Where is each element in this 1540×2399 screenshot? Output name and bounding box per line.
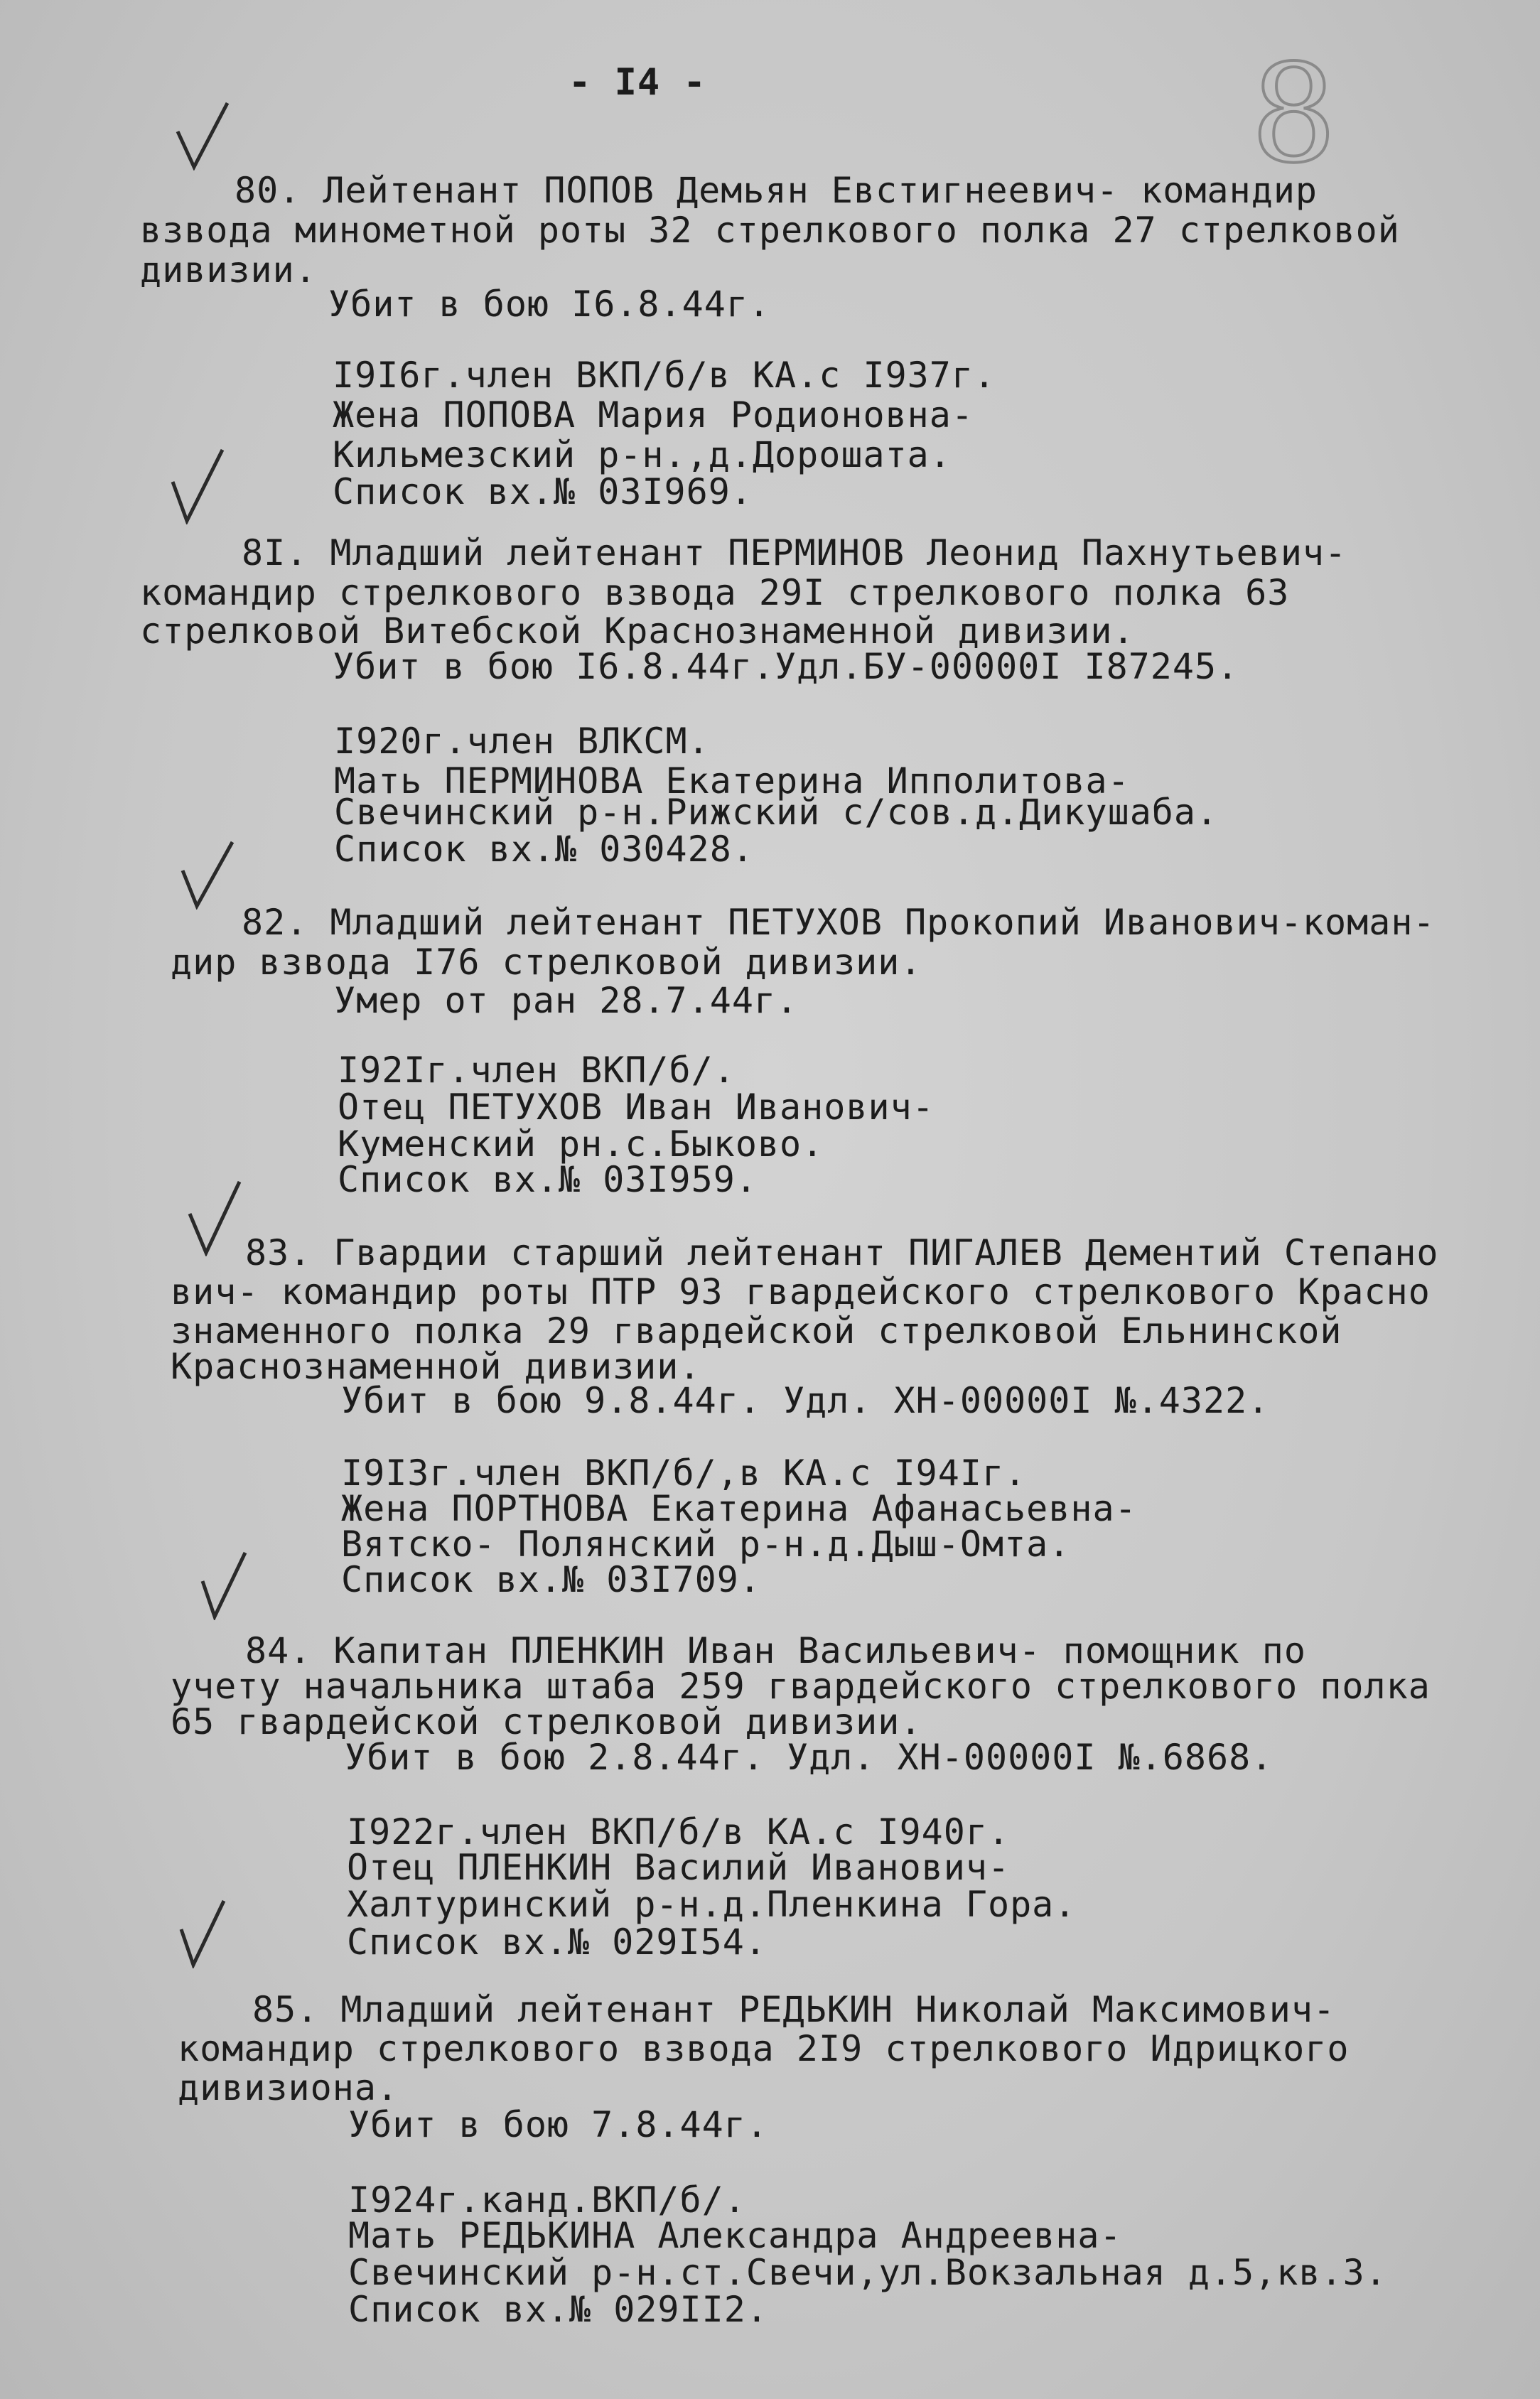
entry-82-line-2: дир взвода I76 стрелковой дивизии.: [171, 942, 922, 983]
entry-83-line-2: вич- командир роты ПТР 93 гвардейского стрелкового Красно: [171, 1271, 1431, 1312]
entry-80-detail-2: Жена ПОПОВА Мария Родионовна-: [333, 394, 974, 436]
entry-81-detail-3: Свечинский р-н.Рижский с/сов.д.Дикушаба.: [334, 792, 1219, 833]
entry-83-detail-2: Жена ПОРТНОВА Екатерина Афанасьевна-: [341, 1488, 1137, 1529]
entry-85-detail-3: Свечинский р-н.ст.Свечи,ул.Вокзальная д.5,кв.3.: [348, 2252, 1387, 2293]
entry-81-detail-2: Мать ПЕРМИНОВА Екатерина Ипполитова-: [334, 760, 1130, 802]
entry-81-detail-4: Список вх.№ 030428.: [334, 829, 754, 870]
entry-85-fate: Убит в бою 7.8.44г.: [348, 2104, 768, 2145]
checkmark-icon: [199, 1549, 249, 1620]
entry-82-line-1: 82. Младший лейтенант ПЕТУХОВ Прокопий Иванович-коман-: [242, 902, 1436, 943]
checkmark-icon: [186, 1178, 243, 1256]
entry-83-line-4: Краснознаменной дивизии.: [171, 1346, 701, 1387]
checkmark-icon: [169, 446, 226, 524]
entry-82-detail-2: Отец ПЕТУХОВ Иван Иванович-: [338, 1087, 935, 1128]
entry-83-detail-1: I9I3г.член ВКП/б/,в КА.с I94Iг.: [341, 1452, 1027, 1494]
page-number: - I4 -: [569, 61, 706, 104]
entry-84-line-3: 65 гвардейской стрелковой дивизии.: [171, 1701, 922, 1742]
entry-84-detail-2: Отец ПЛЕНКИН Василий Иванович-: [347, 1847, 1011, 1888]
entry-81-line-2: командир стрелкового взвода 29I стрелкового полка 63: [140, 572, 1290, 613]
entry-83-fate: Убит в бою 9.8.44г. Удл. ХН-00000I №.4322.: [341, 1380, 1270, 1421]
entry-83-detail-3: Вятско- Полянский р-н.д.Дыш-Омта.: [341, 1524, 1071, 1565]
entry-85-detail-1: I924г.канд.ВКП/б/.: [348, 2179, 746, 2221]
entry-83-line-3: знаменного полка 29 гвардейской стрелковой Ельнинской: [171, 1310, 1342, 1352]
entry-85-line-3: дивизиона.: [178, 2067, 399, 2108]
entry-83-line-1: 83. Гвардии старший лейтенант ПИГАЛЕВ Дементий Степано: [245, 1232, 1439, 1273]
entry-85-line-2: командир стрелкового взвода 2I9 стрелкового Идрицкого: [178, 2028, 1350, 2069]
entry-85-detail-4: Список вх.№ 029II2.: [348, 2289, 768, 2330]
entry-82-fate: Умер от ран 28.7.44г.: [334, 980, 799, 1021]
entry-84-fate: Убит в бою 2.8.44г. Удл. ХН-00000I №.6868.: [345, 1737, 1274, 1778]
entry-84-detail-4: Список вх.№ 029I54.: [347, 1921, 767, 1963]
entry-85-detail-2: Мать РЕДЬКИНА Александра Андреевна-: [348, 2215, 1122, 2256]
entry-82-detail-3: Куменский рн.с.Быково.: [338, 1123, 824, 1165]
entry-83-detail-4: Список вх.№ 03I709.: [341, 1559, 761, 1600]
entry-80-line-2: взвода минометной роты 32 стрелкового полка 27 стрелковой: [140, 210, 1400, 251]
entry-80-detail-1: I9I6г.член ВКП/б/в КА.с I937г.: [333, 355, 996, 396]
entry-84-line-1: 84. Капитан ПЛЕНКИН Иван Васильевич- помощник по: [245, 1630, 1306, 1671]
checkmark-icon: [179, 839, 236, 910]
handwritten-page-number: 8: [1251, 36, 1337, 193]
entry-81-line-3: стрелковой Витебской Краснознаменной дивизии.: [140, 610, 1135, 652]
entry-80-detail-4: Список вх.№ 03I969.: [333, 471, 753, 512]
checkmark-icon: [178, 1897, 227, 1968]
checkmark-icon: [174, 99, 231, 171]
entry-85-line-1: 85. Младший лейтенант РЕДЬКИН Николай Максимович-: [252, 1989, 1336, 2030]
entry-80-fate: Убит в бою I6.8.44г.: [328, 284, 771, 325]
entry-81-fate: Убит в бою I6.8.44г.Удл.БУ-00000I I87245.: [333, 646, 1239, 687]
entry-84-line-2: учету начальника штаба 259 гвардейского стрелкового полка: [171, 1666, 1431, 1707]
entry-84-detail-1: I922г.член ВКП/б/в КА.с I940г.: [347, 1811, 1011, 1853]
entry-82-detail-1: I92Iг.член ВКП/б/.: [338, 1050, 736, 1091]
entry-81-detail-1: I920г.член ВЛКСМ.: [334, 721, 710, 762]
entry-81-line-1: 8I. Младший лейтенант ПЕРМИНОВ Леонид Пахнутьевич-: [242, 532, 1347, 573]
entry-80-line-1: 80. Лейтенант ПОПОВ Демьян Евстигнеевич- командир: [235, 170, 1318, 211]
entry-80-line-3: дивизии.: [140, 249, 317, 291]
entry-82-detail-4: Список вх.№ 03I959.: [338, 1159, 758, 1200]
entry-84-detail-3: Халтуринский р-н.д.Пленкина Гора.: [347, 1884, 1077, 1925]
entry-80-detail-3: Кильмезский р-н.,д.Дорошата.: [333, 434, 952, 475]
